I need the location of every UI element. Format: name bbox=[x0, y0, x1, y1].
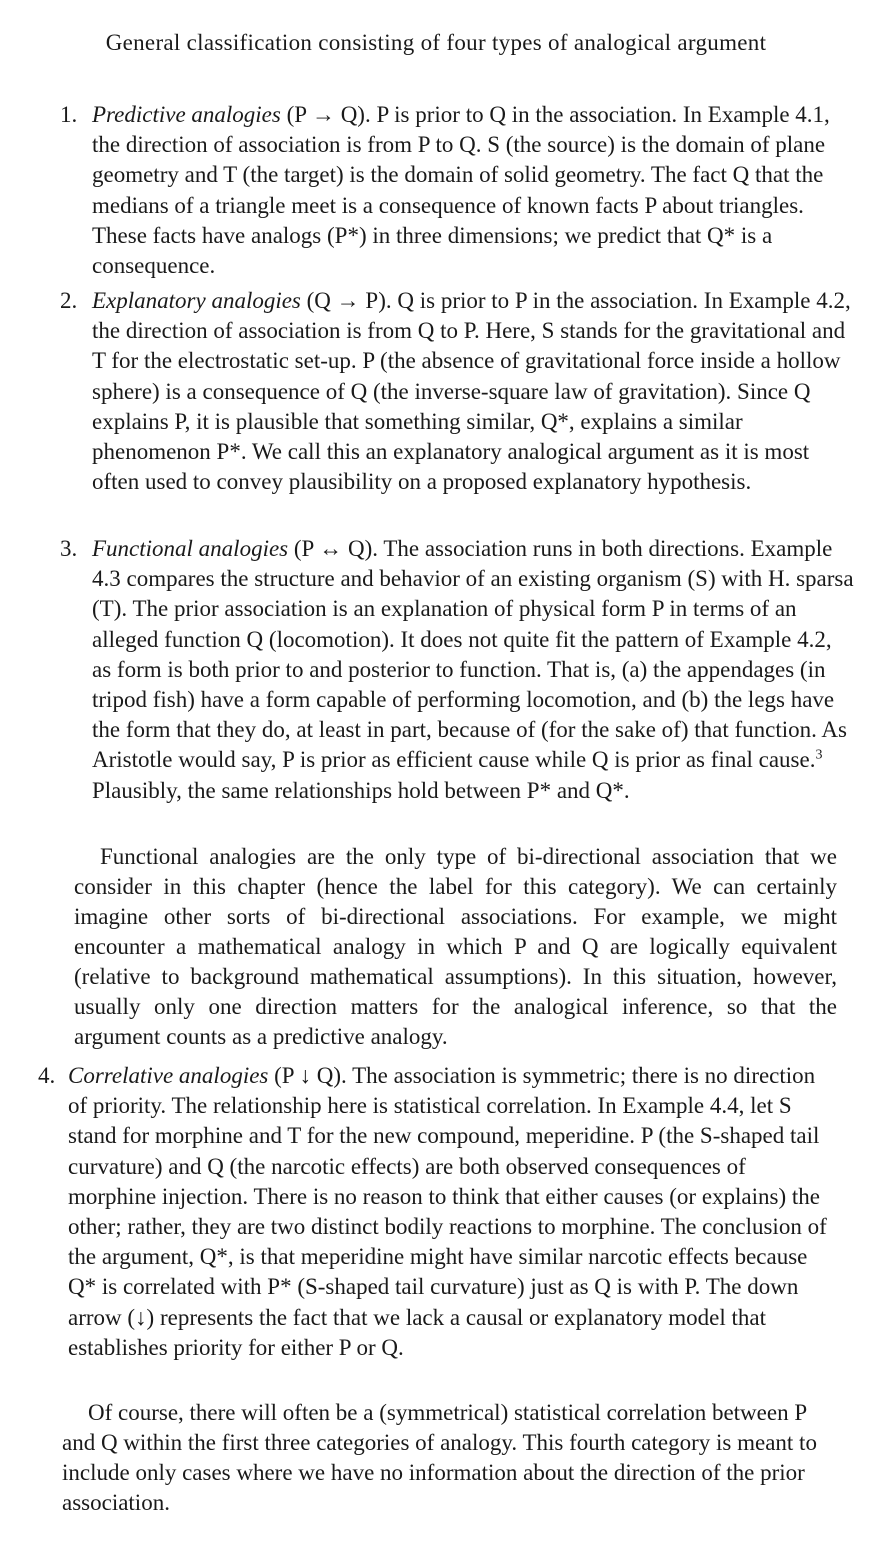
list-number: 2. bbox=[60, 288, 78, 313]
list-item-1 bbox=[60, 100, 855, 281]
notation: (Q → P). bbox=[306, 288, 392, 313]
list-item-text bbox=[92, 100, 855, 281]
term: Correlative analogies bbox=[68, 1063, 269, 1088]
description-tail: Plausibly, the same relationships hold between P* and Q*. bbox=[92, 777, 630, 803]
list-item-text bbox=[92, 286, 855, 497]
list-item-text bbox=[68, 1061, 833, 1363]
list-item-3 bbox=[60, 534, 855, 806]
term: Explanatory analogies bbox=[92, 288, 301, 313]
list-item-text bbox=[92, 534, 855, 806]
description: The association runs in both directions. Example 4.3 compares the structure and behavior of an existing organism (S) with H. sparsa (T). The prior association is an explanation of physical form P in terms of an alleged function Q (locomotion). It does not quite fit the pattern of Example 4.2, as form is both prior to and posterior to function. That is, (a) the appendages (in tripod fish) have a form capable of performing locomotion, and (b) the legs have the form that they do, at least in part, because of (for the sake of) that function. As Aristotle would say, P is prior as efficient cause while Q is prior as final cause. bbox=[92, 536, 854, 773]
notation: (P ↔ Q). bbox=[293, 536, 378, 561]
list-item-2 bbox=[60, 286, 855, 497]
closing-paragraph: Of course, there will often be a (symmetrical) statistical correlation between P and Q within the first three categories of analogy. This fourth category is meant to include only cases where we have no information about the direction of the prior association. bbox=[62, 1400, 817, 1515]
section-heading: General classification consisting of four types of analogical argument bbox=[105, 30, 767, 55]
description: Q is prior to P in the association. In Example 4.2, the direction of association is from Q to P. Here, S stands for the gravitational and T for the electrostatic set-up. P (the absence of gravitational force inside a hollow sphere) is a consequence of Q (the inverse-square law of gravitation). Since Q explains P, it is plausible that something similar, Q*, explains a similar phenomenon P*. We call this an explanatory analogical argument as it is most often used to convey plausibility on a proposed explanatory hypothesis. bbox=[92, 288, 851, 495]
list-number: 4. bbox=[38, 1063, 56, 1088]
list-number: 3. bbox=[60, 536, 78, 561]
notation: (P → Q). bbox=[286, 102, 371, 127]
description: The association is symmetric; there is no direction of priority. The relationship here is statistical correlation. In Example 4.4, let S stand for morphine and T for the new compound, meperidine. P (the S-shaped tail curvature) and Q (the narcotic effects) are both observed consequences of morphine injection. There is no reason to think that either causes (or explains) the other; rather, they are two distinct bodily reactions to morphine. The conclusion of the argument, Q*, is that meperidine might have similar narcotic effects because Q* is correlated with P* (S-shaped tail curvature) just as Q is with P. The down arrow (↓) represents the fact that we lack a causal or explanatory model that establishes priority for either P or Q. bbox=[68, 1063, 827, 1360]
functional-continuation: Functional analogies are the only type of bi-directional association that we consider in this chapter (hence the label for this category). We can certainly imagine other sorts of bi-directional associations. For example, we might encounter a mathematical analogy in which P and Q are logically equivalent (relative to background mathematical assumptions). In this situation, however, usually only one direction matters for the analogical inference, so that the argument counts as a predictive analogy. bbox=[74, 844, 837, 1049]
footnote-marker: 3 bbox=[815, 747, 823, 763]
term: Functional analogies bbox=[92, 536, 289, 561]
term: Predictive analogies bbox=[92, 102, 281, 127]
list-number: 1. bbox=[60, 102, 78, 127]
notation: (P ↓ Q). bbox=[274, 1063, 347, 1088]
description: P is prior to Q in the association. In Example 4.1, the direction of association is from P to Q. S (the source) is the domain of plane geometry and T (the target) is the domain of solid geometry. The fact Q that the medians of a triangle meet is a consequence of known facts P about triangles. These facts have analogs (P*) in three dimensions; we predict that Q* is a consequence. bbox=[92, 102, 830, 279]
list-item-4 bbox=[38, 1061, 833, 1363]
